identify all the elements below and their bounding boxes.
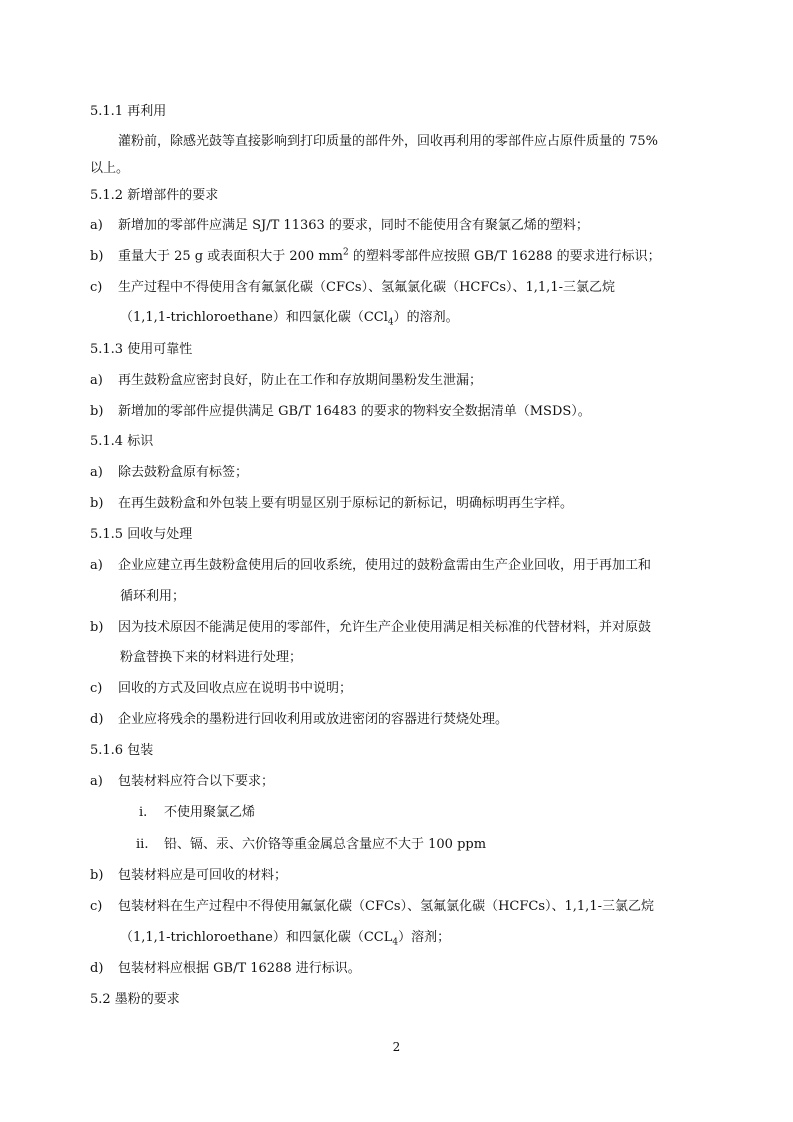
section-heading-5-1-5: 5.1.5 回收与处理 xyxy=(90,527,193,542)
sub-list-label: i. xyxy=(139,805,148,820)
text-run: （1,1,1-trichloroethane）和四氯化碳（CCL xyxy=(120,930,393,945)
section-heading-5-1-4: 5.1.4 标识 xyxy=(90,434,154,449)
list-text: 企业应将残余的墨粉进行回收利用或放进密闭的容器进行焚烧处理。 xyxy=(118,712,509,727)
list-text: 再生鼓粉盒应密封良好，防止在工作和存放期间墨粉发生泄漏； xyxy=(118,373,483,388)
sub-list-label: ii. xyxy=(136,837,149,852)
list-label: a) xyxy=(90,774,103,789)
list-item-continuation: 粉盒替换下来的材料进行处理； xyxy=(120,650,303,665)
list-text: 包装材料应符合以下要求； xyxy=(118,774,275,789)
list-label: a) xyxy=(90,373,103,388)
superscript: 2 xyxy=(343,247,349,258)
paragraph-line: 灌粉前，除感光鼓等直接影响到打印质量的部件外，回收再利用的零部件应占原件质量的 75% xyxy=(118,134,659,149)
section-heading-5-1-3: 5.1.3 使用可靠性 xyxy=(90,342,193,357)
section-heading-5-1-2: 5.1.2 新增部件的要求 xyxy=(90,188,219,203)
list-text xyxy=(118,248,661,266)
list-item-continuation xyxy=(120,929,793,947)
paragraph-line: 以上。 xyxy=(90,161,130,176)
page-number: 2 xyxy=(392,1040,401,1054)
list-item-continuation: 循环利用； xyxy=(120,589,186,604)
list-label: a) xyxy=(90,218,103,233)
list-label: b) xyxy=(90,868,104,883)
section-heading-5-1-6: 5.1.6 包装 xyxy=(90,743,154,758)
list-label: c) xyxy=(90,899,103,914)
list-label: b) xyxy=(90,249,104,264)
section-heading-5-1-1: 5.1.1 再利用 xyxy=(90,104,167,119)
list-text: 包装材料应根据 GB/T 16288 进行标识。 xyxy=(118,961,361,976)
list-text: 新增加的零部件应满足 SJ/T 11363 的要求，同时不能使用含有聚氯乙烯的塑料； xyxy=(118,218,589,233)
list-label: d) xyxy=(90,712,104,727)
text-run: （1,1,1-trichloroethane）和四氯化碳（CCl xyxy=(120,310,388,325)
list-text: 企业应建立再生鼓粉盒使用后的回收系统，使用过的鼓粉盒需由生产企业回收，用于再加工和 xyxy=(118,558,652,573)
list-text: 因为技术原因不能满足使用的零部件，允许生产企业使用满足相关标准的代替材料，并对原鼓 xyxy=(118,620,652,635)
list-label: c) xyxy=(90,681,103,696)
text-run: 重量大于 25 g 或表面积大于 200 mm xyxy=(118,249,343,264)
text-run: ）溶剂； xyxy=(398,930,451,945)
list-label: b) xyxy=(90,620,104,635)
list-label: b) xyxy=(90,404,104,419)
subscript: 4 xyxy=(387,317,394,328)
section-heading-5-2: 5.2 墨粉的要求 xyxy=(90,992,180,1007)
list-text: 包装材料在生产过程中不得使用氟氯化碳（CFCs）、氢氟氯化碳（HCFCs）、1,1,1-三氯乙烷 xyxy=(118,899,654,914)
list-label: a) xyxy=(90,558,103,573)
text-run: ）的溶剂。 xyxy=(393,310,459,325)
sub-list-text: 铅、镉、汞、六价铬等重金属总含量应不大于 100 ppm xyxy=(164,837,487,852)
list-label: c) xyxy=(90,280,103,295)
list-label: d) xyxy=(90,961,104,976)
list-text: 生产过程中不得使用含有氟氯化碳（CFCs）、氢氟氯化碳（HCFCs）、1,1,1-三氯乙烷 xyxy=(118,280,615,295)
list-label: a) xyxy=(90,465,103,480)
list-text: 回收的方式及回收点应在说明书中说明； xyxy=(118,681,353,696)
list-label: b) xyxy=(90,496,104,511)
text-run: 的塑料零部件应按照 GB/T 16288 的要求进行标识； xyxy=(348,249,661,264)
subscript: 4 xyxy=(392,937,399,948)
list-text: 在再生鼓粉盒和外包装上要有明显区别于原标记的新标记，明确标明再生字样。 xyxy=(118,496,574,511)
list-text: 包装材料应是可回收的材料； xyxy=(118,868,288,883)
sub-list-text: 不使用聚氯乙烯 xyxy=(164,805,256,820)
list-item-continuation xyxy=(120,309,793,327)
list-text: 除去鼓粉盒原有标签； xyxy=(118,465,249,480)
list-text: 新增加的零部件应提供满足 GB/T 16483 的要求的物料安全数据清单（MSDS）。 xyxy=(118,404,591,419)
